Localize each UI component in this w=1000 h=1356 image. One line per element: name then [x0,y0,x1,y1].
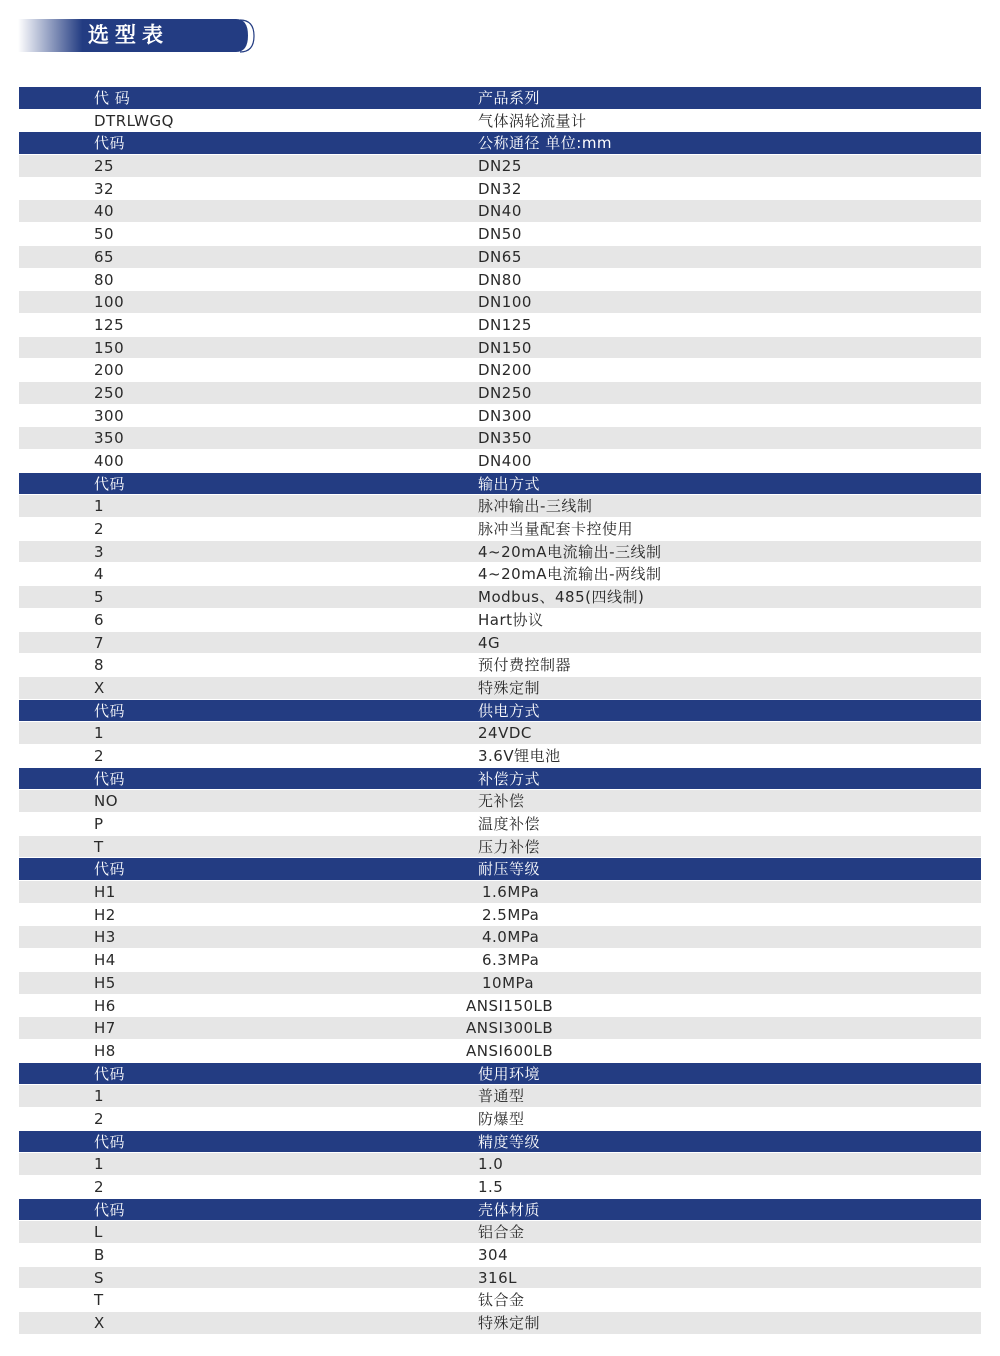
description-cell: 预付费控制器 [478,656,572,675]
description-cell: 耐压等级 [478,860,541,879]
table-row [19,495,981,518]
code-cell: 400 [94,452,125,470]
code-cell: H1 [94,883,116,902]
code-cell: 代码 [94,701,126,720]
description-cell: 4~20mA电流输出-三线制 [478,542,662,561]
table-row [19,836,981,859]
description-cell: 脉冲输出-三线制 [478,497,593,516]
code-cell: 2 [94,1109,105,1128]
description-cell: 2.5MPa [482,905,540,924]
section-header-row [19,700,981,723]
table-row [19,972,981,995]
description-cell: DN40 [478,202,522,221]
table-row [19,518,981,541]
code-cell: H5 [94,973,116,992]
table-row [19,654,981,677]
table-row [19,1244,981,1267]
description-cell: DN350 [478,429,532,448]
table-row [19,1085,981,1108]
page-title: 选型表 [88,23,169,47]
description-cell: 产品系列 [478,89,541,107]
code-cell: H8 [94,1041,116,1060]
code-cell: 6 [94,610,105,629]
description-cell: DN80 [478,270,522,289]
code-cell: 3 [94,542,105,561]
description-cell: 1.0 [478,1155,504,1174]
table-row [19,1312,981,1335]
section-header-row [19,768,981,791]
code-cell: 5 [94,588,105,607]
section-header-row [19,1063,981,1086]
table-row [19,926,981,949]
description-cell: 温度补偿 [478,815,541,833]
description-cell: 304 [478,1246,509,1265]
table-row [19,155,981,178]
code-cell: X [94,678,105,697]
description-cell: DN200 [478,361,532,380]
table-row [19,405,981,428]
code-cell: H2 [94,905,116,924]
code-cell: 32 [94,179,115,198]
code-cell: H4 [94,951,116,970]
code-cell: 1 [94,1087,105,1106]
description-cell: Modbus、485(四线制) [478,588,645,607]
table-row [19,1221,981,1244]
code-cell: 8 [94,656,105,675]
table-row [19,745,981,768]
description-cell: 公称通径 单位:mm [478,134,613,153]
table-row [19,359,981,382]
description-cell: 铝合金 [478,1223,525,1242]
code-cell: 1 [94,724,105,743]
code-cell: L [94,1223,103,1242]
code-cell: S [94,1268,105,1287]
table-row [19,223,981,246]
code-cell: 7 [94,633,105,652]
table-row [19,427,981,450]
code-cell: X [94,1314,105,1333]
table-row [19,269,981,292]
table-row [19,904,981,927]
description-cell: 316L [478,1268,517,1287]
code-cell: 250 [94,383,125,402]
code-cell: H3 [94,928,116,947]
code-cell: P [94,815,104,833]
description-cell: 无补偿 [478,792,525,811]
code-cell: 代码 [94,1200,126,1219]
code-cell: 2 [94,1178,105,1196]
selection-table [19,87,981,1335]
table-row [19,632,981,655]
section-header-row [19,87,981,110]
table-row [19,450,981,473]
table-row [19,541,981,564]
description-cell: DN300 [478,406,532,425]
code-cell: T [94,1291,104,1310]
description-cell: 10MPa [482,973,535,992]
description-cell: 4.0MPa [482,928,540,947]
description-cell: DN25 [478,157,522,176]
code-cell: 代码 [94,860,126,879]
table-row [19,110,981,133]
description-cell: ANSI300LB [466,1019,554,1038]
code-cell: H7 [94,1019,116,1038]
description-cell: DN32 [478,179,522,198]
description-cell: DN400 [478,452,532,470]
table-row [19,1017,981,1040]
code-cell: 2 [94,746,105,765]
description-cell: 3.6V锂电池 [478,746,561,765]
table-row [19,1153,981,1176]
code-cell: 350 [94,429,125,448]
code-cell: 1 [94,1155,105,1174]
code-cell: 1 [94,497,105,516]
table-row [19,677,981,700]
table-row [19,1289,981,1312]
description-cell: DN50 [478,225,522,244]
code-cell: B [94,1246,105,1265]
table-row [19,337,981,360]
description-cell: ANSI600LB [466,1041,554,1060]
table-row [19,382,981,405]
code-cell: 300 [94,406,125,425]
description-cell: DN65 [478,247,522,266]
code-cell: 代码 [94,1064,126,1083]
description-cell: DN150 [478,338,532,357]
table-row [19,178,981,201]
table-row [19,609,981,632]
description-cell: DN125 [478,315,532,334]
description-cell: 1.6MPa [482,883,540,902]
description-cell: 补偿方式 [478,769,541,788]
description-cell: 气体涡轮流量计 [478,111,587,130]
code-cell: 200 [94,361,125,380]
code-cell: 代码 [94,134,126,153]
section-header-row [19,132,981,155]
table-row [19,790,981,813]
description-cell: 特殊定制 [478,678,541,697]
code-cell: 代码 [94,474,126,493]
description-cell: 钛合金 [478,1291,525,1310]
code-cell: 25 [94,157,115,176]
description-cell: 使用环境 [478,1064,541,1083]
table-row [19,1040,981,1063]
description-cell: DN100 [478,293,532,312]
table-row [19,949,981,972]
code-cell: T [94,837,104,856]
code-cell: DTRLWGQ [94,111,174,130]
description-cell: 防爆型 [478,1109,525,1128]
code-cell: 125 [94,315,125,334]
code-cell: 65 [94,247,115,266]
code-cell: 50 [94,225,115,244]
section-header-row [19,1199,981,1222]
title-banner [18,19,256,54]
table-row [19,291,981,314]
description-cell: 壳体材质 [478,1200,541,1219]
code-cell: 代码 [94,769,126,788]
description-cell: 供电方式 [478,701,541,720]
table-row [19,1267,981,1290]
description-cell: 精度等级 [478,1132,541,1151]
description-cell: 特殊定制 [478,1314,541,1333]
code-cell: 2 [94,520,105,539]
description-cell: ANSI150LB [466,996,554,1015]
description-cell: 普通型 [478,1087,525,1106]
table-row [19,246,981,269]
description-cell: 脉冲当量配套卡控使用 [478,520,634,539]
table-row [19,881,981,904]
code-cell: 代码 [94,1132,126,1151]
description-cell: 24VDC [478,724,532,743]
code-cell: 150 [94,338,125,357]
table-row [19,563,981,586]
code-cell: 80 [94,270,115,289]
description-cell: Hart协议 [478,610,544,629]
description-cell: 4G [478,633,501,652]
table-row [19,722,981,745]
description-cell: 4~20mA电流输出-两线制 [478,565,662,584]
code-cell: NO [94,792,119,811]
description-cell: 1.5 [478,1178,504,1196]
code-cell: 4 [94,565,105,584]
table-row [19,586,981,609]
section-header-row [19,858,981,881]
table-row [19,813,981,836]
section-header-row [19,1131,981,1154]
table-row [19,200,981,223]
code-cell: 100 [94,293,125,312]
code-cell: 40 [94,202,115,221]
table-row [19,1176,981,1199]
description-cell: 6.3MPa [482,951,540,970]
table-row [19,995,981,1018]
code-cell: H6 [94,996,116,1015]
table-row [19,1108,981,1131]
description-cell: DN250 [478,383,532,402]
section-header-row [19,473,981,496]
code-cell: 代 码 [94,89,131,107]
table-row [19,314,981,337]
description-cell: 输出方式 [478,474,541,493]
description-cell: 压力补偿 [478,837,541,856]
